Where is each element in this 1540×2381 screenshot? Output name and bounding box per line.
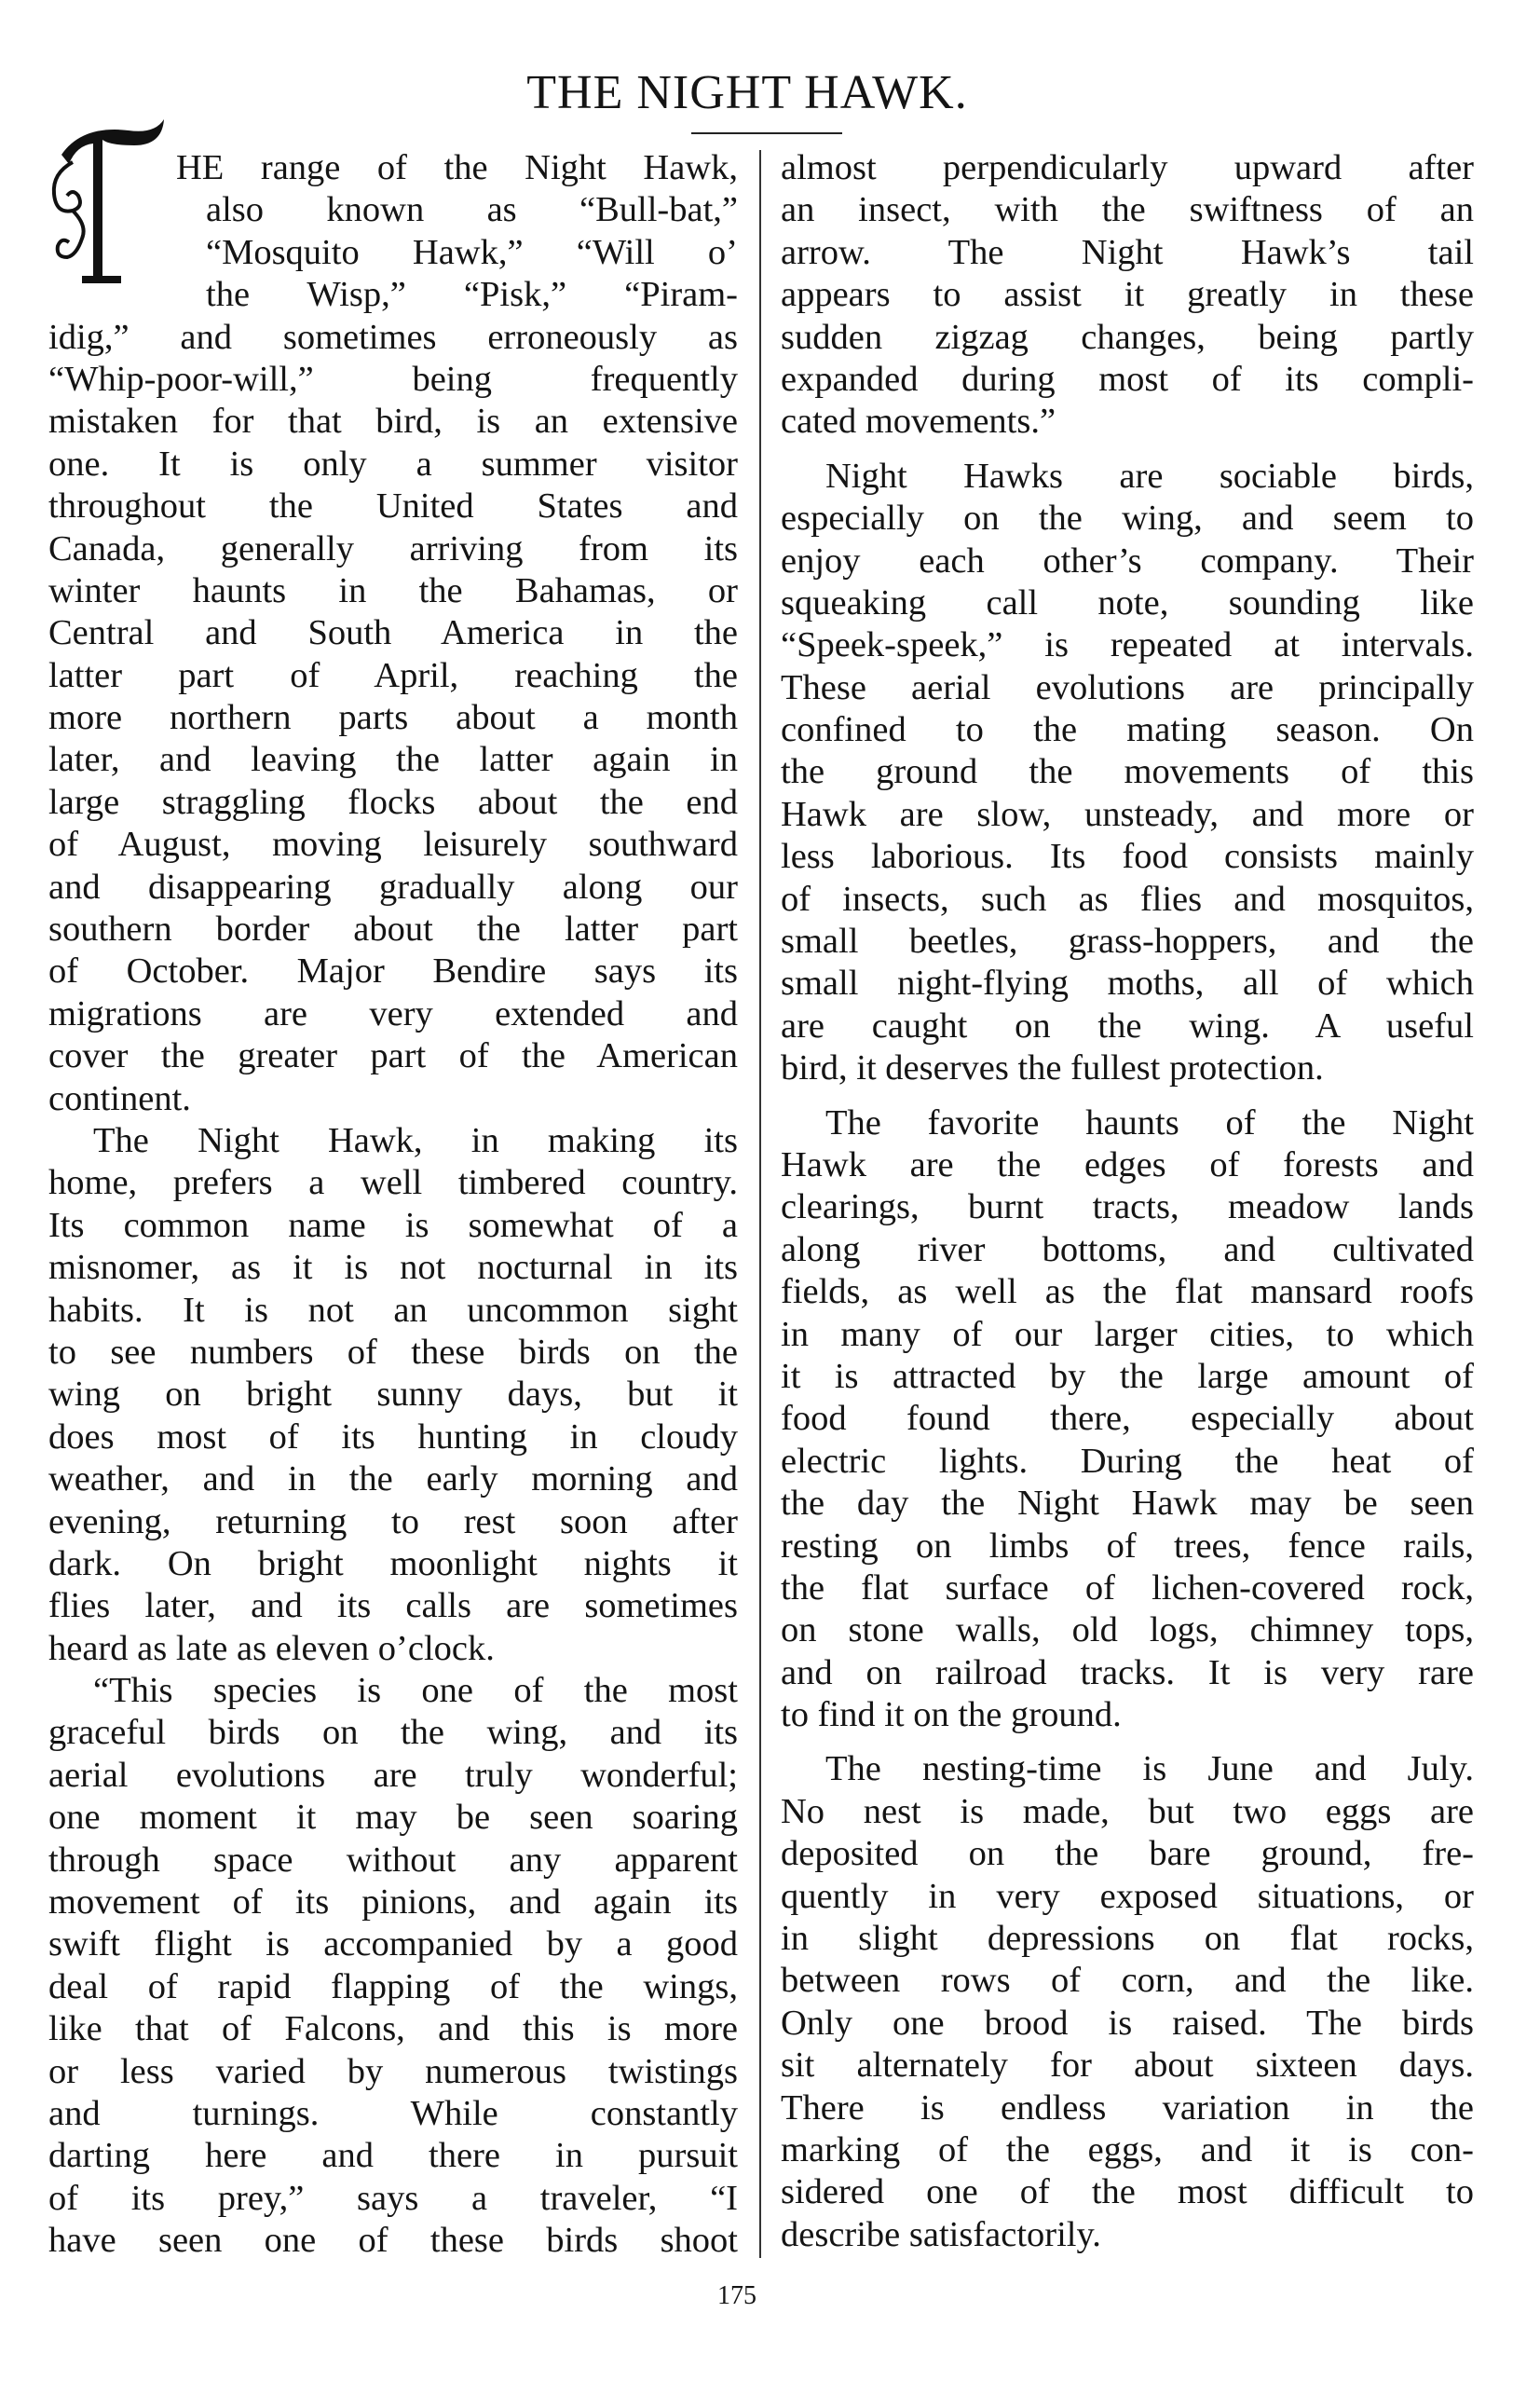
text-line: Hawk are slow, unsteady, and more or xyxy=(781,794,1474,834)
text-line: wing on bright sunny days, but it xyxy=(48,1375,738,1415)
text-line: to see numbers of these birds on the xyxy=(48,1332,738,1372)
text-line: winter haunts in the Bahamas, or xyxy=(48,570,738,610)
text-line: fields, as well as the flat mansard roofs xyxy=(781,1272,1474,1312)
page-number: 175 xyxy=(717,2281,756,2310)
text-line: dark. On bright moonlight nights it xyxy=(48,1543,738,1583)
text-line: continent. xyxy=(48,1078,191,1118)
text-line: of its prey,” says a traveler, “I xyxy=(48,2178,738,2218)
paragraph xyxy=(48,1120,738,1670)
text-line: darting here and there in pursuit xyxy=(48,2136,738,2176)
text-line: sudden zigzag changes, being partly xyxy=(781,317,1474,357)
text-line: through space without any apparent xyxy=(48,1840,738,1880)
text-line: misnomer, as it is not nocturnal in its xyxy=(48,1248,738,1288)
paragraph xyxy=(781,147,1474,444)
text-line: deposited on the bare ground, fre- xyxy=(781,1834,1474,1874)
text-line: later, and leaving the latter again in xyxy=(48,740,738,780)
text-line: of October. Major Bendire says its xyxy=(48,951,738,992)
text-line: it is attracted by the large amount of xyxy=(781,1356,1474,1396)
text-line: quently in very exposed situations, or xyxy=(781,1876,1474,1916)
text-line: Its common name is somewhat of a xyxy=(48,1205,738,1245)
text-line: Night Hawks are sociable birds, xyxy=(825,456,1474,496)
text-line: the day the Night Hawk may be seen xyxy=(781,1484,1474,1524)
text-line: graceful birds on the wing, and its xyxy=(48,1713,738,1753)
text-line: one. It is only a summer visitor xyxy=(48,444,738,484)
text-line: like that of Falcons, and this is more xyxy=(48,2009,738,2049)
text-line: the ground the movements of this xyxy=(781,752,1474,792)
text-line: especially on the wing, and seem to xyxy=(781,499,1474,539)
text-line: have seen one of these birds shoot xyxy=(48,2221,738,2261)
text-line: resting on limbs of trees, fence rails, xyxy=(781,1526,1474,1566)
text-line: along river bottoms, and cultivated xyxy=(781,1229,1474,1269)
text-line: “Speek-speek,” is repeated at intervals. xyxy=(781,625,1474,665)
text-line: does most of its hunting in cloudy xyxy=(48,1416,738,1457)
text-line: The nesting-time is June and July. xyxy=(825,1749,1474,1789)
text-line: mistaken for that bird, is an extensive xyxy=(48,402,738,442)
text-line: the Wisp,” “Pisk,” “Piram- xyxy=(206,275,738,315)
text-line: marking of the eggs, and it is con- xyxy=(781,2129,1474,2169)
text-line: squeaking call note, sounding like xyxy=(781,582,1474,623)
text-line: bird, it deserves the fullest protection. xyxy=(781,1048,1324,1088)
text-line: also known as “Bull-bat,” xyxy=(206,190,738,230)
text-line: and on railroad tracks. It is very rare xyxy=(781,1652,1474,1692)
text-line: “Whip-poor-will,” being frequently xyxy=(48,359,738,399)
text-line: appears to assist it greatly in these xyxy=(781,275,1474,315)
text-line: food found there, especially about xyxy=(781,1399,1474,1439)
text-line: “Mosquito Hawk,” “Will o’ xyxy=(206,232,738,272)
text-line: and turnings. While constantly xyxy=(48,2093,738,2133)
text-line: The Night Hawk, in making its xyxy=(93,1120,738,1160)
text-line: cated movements.” xyxy=(781,402,1056,442)
text-line: expanded during most of its compli- xyxy=(781,359,1474,399)
text-line: small night-flying moths, all of which xyxy=(781,964,1474,1004)
text-line: on stone walls, old logs, chimney tops, xyxy=(781,1610,1474,1650)
text-line: Only one brood is raised. The birds xyxy=(781,2003,1474,2043)
text-line: in slight depressions on flat rocks, xyxy=(781,1919,1474,1959)
text-line: cover the greater part of the American xyxy=(48,1036,738,1076)
text-line: These aerial evolutions are principally xyxy=(781,667,1474,707)
text-line: an insect, with the swiftness of an xyxy=(781,190,1474,230)
text-line: one moment it may be seen soaring xyxy=(48,1798,738,1838)
text-line: describe satisfactorily. xyxy=(781,2214,1101,2254)
text-line: of August, moving leisurely southward xyxy=(48,825,738,865)
right-column xyxy=(781,147,1474,2256)
text-line: idig,” and sometimes erroneously as xyxy=(48,317,738,357)
text-line: The favorite haunts of the Night xyxy=(825,1102,1474,1143)
text-line: are caught on the wing. A useful xyxy=(781,1006,1474,1046)
text-line: enjoy each other’s company. Their xyxy=(781,541,1474,581)
text-line: southern border about the latter part xyxy=(48,910,738,950)
title-underline xyxy=(691,132,842,134)
text-line: of insects, such as flies and mosquitos, xyxy=(781,879,1474,919)
text-line: flies later, and its calls are sometimes xyxy=(48,1586,738,1626)
text-line: large straggling flocks about the end xyxy=(48,782,738,822)
text-line: the flat surface of lichen-covered rock, xyxy=(781,1567,1474,1608)
text-line: home, prefers a well timbered country. xyxy=(48,1163,738,1203)
paragraph xyxy=(48,1670,738,2262)
column-divider xyxy=(759,150,761,2258)
text-line: almost perpendicularly upward after xyxy=(781,148,1474,187)
text-line: Central and South America in the xyxy=(48,613,738,653)
text-line: “This species is one of the most xyxy=(93,1671,738,1711)
text-line: migrations are very extended and xyxy=(48,993,738,1033)
text-line: arrow. The Night Hawk’s tail xyxy=(781,232,1474,272)
text-line: aerial evolutions are truly wonderful; xyxy=(48,1755,738,1795)
text-line: latter part of April, reaching the xyxy=(48,655,738,695)
text-line: movement of its pinions, and again its xyxy=(48,1882,738,1923)
text-line: to find it on the ground. xyxy=(781,1695,1122,1735)
left-column xyxy=(48,147,738,2263)
text-line: There is endless variation in the xyxy=(781,2087,1474,2128)
text-line: or less varied by numerous twistings xyxy=(48,2051,738,2091)
paragraph xyxy=(781,1748,1474,2256)
text-line: evening, returning to rest soon after xyxy=(48,1501,738,1541)
text-line: throughout the United States and xyxy=(48,486,738,527)
text-line: in many of our larger cities, to which xyxy=(781,1314,1474,1354)
text-line: habits. It is not an uncommon sight xyxy=(48,1290,738,1330)
text-line: and disappearing gradually along our xyxy=(48,867,738,907)
paragraph xyxy=(781,456,1474,1090)
text-line: sidered one of the most difficult to xyxy=(781,2172,1474,2212)
text-line: confined to the mating season. On xyxy=(781,710,1474,750)
text-line: weather, and in the early morning and xyxy=(48,1459,738,1499)
text-line: more northern parts about a month xyxy=(48,698,738,738)
text-line: heard as late as eleven o’clock. xyxy=(48,1628,495,1668)
text-line: small beetles, grass-hoppers, and the xyxy=(781,922,1474,962)
text-line: less laborious. Its food consists mainly xyxy=(781,837,1474,877)
text-line: sit alternately for about sixteen days. xyxy=(781,2046,1474,2086)
text-line: No nest is made, but two eggs are xyxy=(781,1791,1474,1831)
paragraph xyxy=(48,147,738,1120)
text-line: swift flight is accompanied by a good xyxy=(48,1924,738,1964)
text-line: clearings, burnt tracts, meadow lands xyxy=(781,1187,1474,1227)
text-line: deal of rapid flapping of the wings, xyxy=(48,1966,738,2006)
text-line: HE range of the Night Hawk, xyxy=(176,148,738,187)
text-line: Canada, generally arriving from its xyxy=(48,528,738,568)
paragraph xyxy=(781,1102,1474,1737)
text-line: Hawk are the edges of forests and xyxy=(781,1144,1474,1184)
article-title: THE NIGHT HAWK. xyxy=(526,66,968,119)
text-line: between rows of corn, and the like. xyxy=(781,1961,1474,2001)
text-line: electric lights. During the heat of xyxy=(781,1441,1474,1481)
